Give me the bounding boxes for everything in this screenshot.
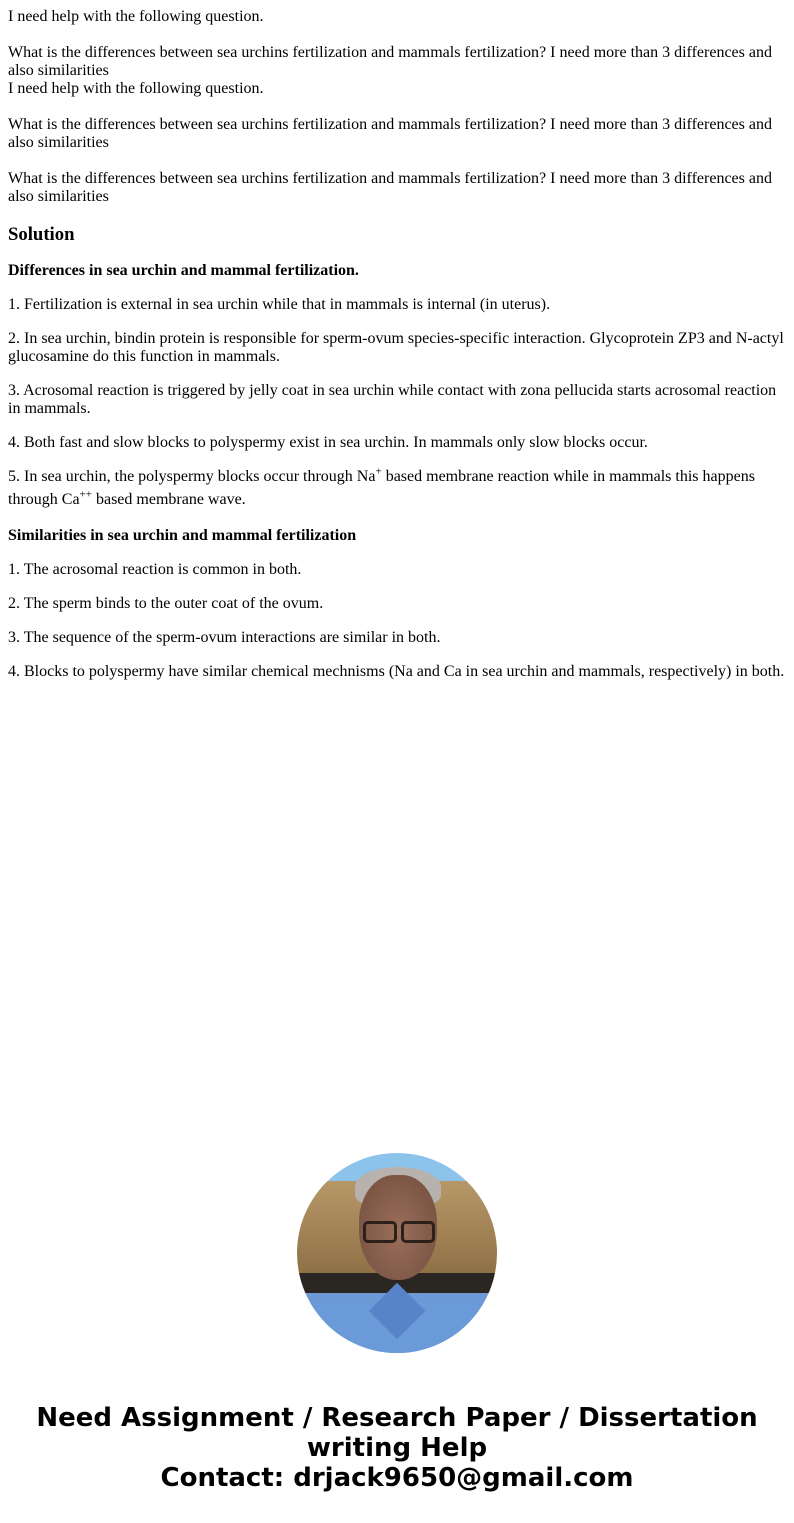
solution-heading: Solution <box>8 224 75 245</box>
similarity-item: 2. The sperm binds to the outer coat of the ovum. <box>8 595 324 612</box>
similarities-title: Similarities in sea urchin and mammal fertilization <box>8 527 357 544</box>
differences-title: Differences in sea urchin and mammal fertilization. <box>8 262 359 279</box>
difference-item: 3. Acrosomal reaction is triggered by jelly coat in sea urchin while contact with zona pellucida starts acrosomal reaction in mammals. <box>8 382 777 417</box>
question-intro: I need help with the following question. <box>8 80 264 97</box>
superscript: ++ <box>79 488 92 501</box>
superscript: + <box>375 465 382 478</box>
difference-item: 2. In sea urchin, bindin protein is responsible for sperm-ovum species-specific interaction. Glycoprotein ZP3 and N-actyl glucosamine do this function in mammals. <box>8 330 784 365</box>
similarity-item: 1. The acrosomal reaction is common in both. <box>8 561 302 578</box>
similarity-item: 3. The sequence of the sperm-ovum interactions are similar in both. <box>8 629 441 646</box>
question-text: What is the differences between sea urchins fertilization and mammals fertilization? I need more than 3 differences and also similarities <box>8 116 772 151</box>
text: 5. In sea urchin, the polyspermy blocks occur through Na <box>8 468 376 485</box>
solution-block <box>8 224 786 681</box>
question-intro: I need help with the following question. <box>8 8 264 25</box>
question-text: What is the differences between sea urchins fertilization and mammals fertilization? I need more than 3 differences and also similarities <box>8 44 772 79</box>
document <box>0 0 794 681</box>
text: based membrane reaction while in mammals this happens through Ca <box>8 468 755 508</box>
similarity-item: 4. Blocks to polyspermy have similar chemical mechnisms (Na and Ca in sea urchin and mammals, respectively) in both. <box>8 663 785 680</box>
contact-email: Contact: drjack9650@gmail.com <box>160 1463 634 1493</box>
banner-line: writing Help <box>306 1433 488 1463</box>
difference-item: 4. Both fast and slow blocks to polyspermy exist in sea urchin. In mammals only slow blocks occur. <box>8 434 648 451</box>
question-block <box>8 8 786 206</box>
question-text: What is the differences between sea urchins fertilization and mammals fertilization? I need more than 3 differences and also similarities <box>8 170 772 205</box>
difference-item <box>8 465 786 511</box>
text: based membrane wave. <box>91 491 246 508</box>
contact-banner <box>0 1403 794 1493</box>
difference-item: 1. Fertilization is external in sea urchin while that in mammals is internal (in uterus). <box>8 296 551 313</box>
banner-line: Need Assignment / Research Paper / Dissertation <box>36 1403 758 1433</box>
author-photo <box>297 1153 497 1353</box>
